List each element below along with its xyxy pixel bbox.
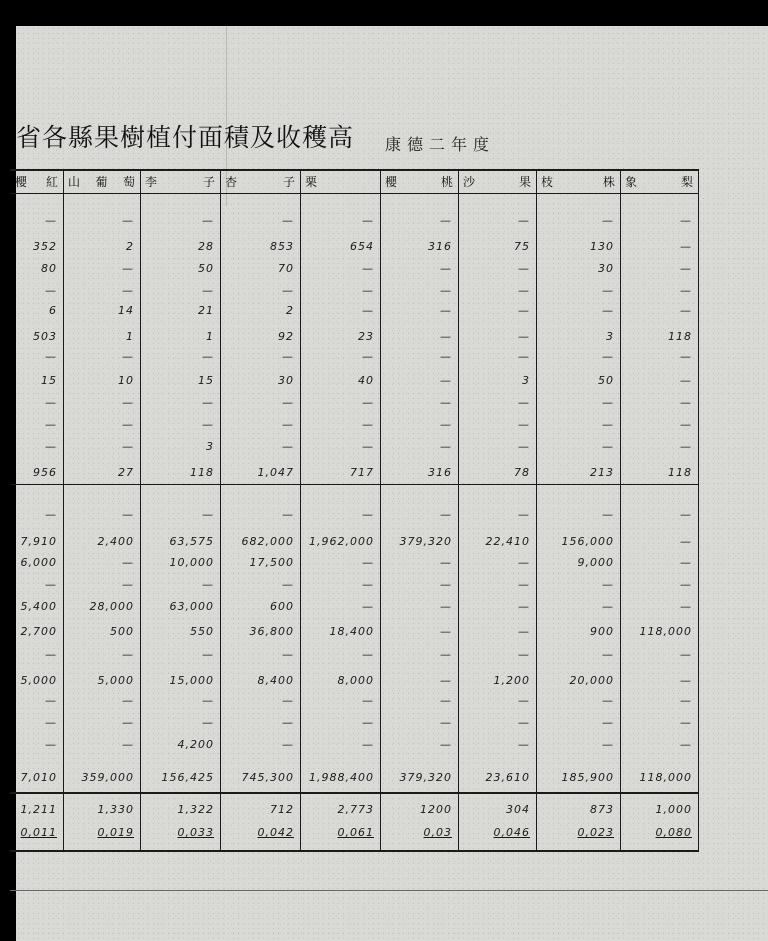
harvest-cell: — [680,694,692,707]
area-cell: — [202,418,214,431]
harvest-cell: 15,000 [169,674,214,687]
area-cell: 50 [598,374,614,387]
area-cell: — [680,214,692,227]
harvest-cell: — [282,716,294,729]
area-cell: 78 [514,466,530,479]
area-cell: 75 [514,240,530,253]
header-char: 杏 [225,175,238,189]
harvest-cell: — [680,716,692,729]
rate-cell: 0,042 [257,826,294,839]
area-cell: — [680,418,692,431]
harvest-cell: — [45,738,57,751]
harvest-cell: 8,400 [257,674,294,687]
column-rule [698,169,699,852]
harvest-cell: — [680,674,692,687]
harvest-cell: — [518,508,530,521]
area-cell: — [680,396,692,409]
column-header [145,173,215,190]
ratio-cell: 712 [270,803,294,816]
column-rule [220,169,221,852]
area-cell: — [362,214,374,227]
harvest-cell: 63,575 [169,535,214,548]
area-cell: 30 [598,262,614,275]
area-cell: — [518,304,530,317]
header-char: 象 [625,175,638,189]
column-header [15,173,58,190]
header-char: 櫻 [385,175,398,189]
area-cell: — [602,214,614,227]
area-cell: — [680,350,692,363]
area-cell: — [518,350,530,363]
area-cell: — [282,396,294,409]
harvest-cell: 379,320 [399,771,452,784]
area-cell: — [602,350,614,363]
harvest-cell: — [122,738,134,751]
area-cell: 21 [198,304,214,317]
header-char: 子 [202,175,215,189]
harvest-cell: — [680,738,692,751]
area-cell: 316 [428,240,452,253]
area-cell: 130 [590,240,614,253]
header-char: 梨 [680,175,693,189]
harvest-cell: — [202,578,214,591]
harvest-cell: 1,962,000 [309,535,374,548]
harvest-cell: — [45,694,57,707]
area-cell: 15 [41,374,57,387]
header-char: 櫻 [15,175,28,189]
area-cell: 654 [350,240,374,253]
rate-cell: 0,046 [493,826,530,839]
harvest-cell: — [518,625,530,638]
header-char: 枝 [541,175,554,189]
harvest-cell: 6,000 [20,556,57,569]
harvest-section-bottom-rule [10,792,698,794]
column-header [625,173,693,190]
area-cell: — [440,374,452,387]
column-rule [63,169,64,852]
area-cell: — [122,284,134,297]
rate-cell: 0,061 [337,826,374,839]
area-cell: — [602,440,614,453]
area-cell: — [518,284,530,297]
area-cell: 853 [270,240,294,253]
ratio-cell: 2,773 [337,803,374,816]
area-cell: 3 [606,330,614,343]
area-cell: — [440,350,452,363]
harvest-cell: 5,000 [97,674,134,687]
area-cell: 3 [522,374,530,387]
area-section-bottom-rule [10,484,698,485]
harvest-cell: — [680,535,692,548]
column-rule [300,169,301,852]
harvest-cell: — [440,578,452,591]
ratio-cell: 1,211 [20,803,57,816]
harvest-cell: 7,910 [20,535,57,548]
harvest-cell: — [440,716,452,729]
area-cell: — [518,330,530,343]
header-char: 果 [518,175,531,189]
harvest-cell: — [282,648,294,661]
harvest-cell: — [680,556,692,569]
harvest-cell: — [518,556,530,569]
area-cell: 1 [126,330,134,343]
area-cell: 80 [41,262,57,275]
harvest-cell: — [518,738,530,751]
area-cell: 23 [358,330,374,343]
harvest-cell: — [362,578,374,591]
rate-cell: 0,023 [577,826,614,839]
harvest-cell: — [440,508,452,521]
harvest-cell: 600 [270,600,294,613]
harvest-cell: — [440,738,452,751]
harvest-cell: — [602,578,614,591]
column-header [305,173,375,190]
area-cell: 1,047 [257,466,294,479]
area-cell: 717 [350,466,374,479]
area-cell: — [122,214,134,227]
harvest-cell: 7,010 [20,771,57,784]
rate-cell: 0,019 [97,826,134,839]
area-cell: — [440,262,452,275]
harvest-cell: 682,000 [241,535,294,548]
column-rule [536,169,537,852]
harvest-cell: 22,410 [485,535,530,548]
area-cell: — [202,396,214,409]
area-cell: — [680,440,692,453]
area-cell: — [362,304,374,317]
header-char: 桃 [440,175,453,189]
area-cell: 6 [49,304,57,317]
area-cell: 15 [198,374,214,387]
column-header [225,173,295,190]
area-cell: — [602,396,614,409]
harvest-cell: — [282,578,294,591]
harvest-cell: 20,000 [569,674,614,687]
area-cell: 118 [668,466,692,479]
column-header [463,173,531,190]
harvest-cell: 4,200 [177,738,214,751]
harvest-cell: 17,500 [249,556,294,569]
area-cell: 118 [190,466,214,479]
area-cell: — [122,418,134,431]
harvest-cell: 36,800 [249,625,294,638]
area-cell: — [202,214,214,227]
header-char: 葡 [95,175,108,189]
area-cell: — [680,262,692,275]
area-cell: 316 [428,466,452,479]
harvest-cell: — [282,694,294,707]
area-cell: — [282,440,294,453]
area-cell: 50 [198,262,214,275]
harvest-cell: — [680,648,692,661]
area-cell: — [282,418,294,431]
area-cell: — [440,214,452,227]
harvest-cell: — [202,694,214,707]
harvest-cell: — [122,578,134,591]
area-cell: — [440,304,452,317]
column-rule [140,169,141,852]
harvest-cell: — [518,694,530,707]
ratio-cell: 1200 [420,803,452,816]
harvest-cell: 745,300 [241,771,294,784]
harvest-cell: — [440,600,452,613]
harvest-cell: — [202,648,214,661]
area-cell: — [45,396,57,409]
harvest-cell: 156,000 [561,535,614,548]
document-title: 省各縣果樹植付面積及收穫高 [16,123,355,152]
harvest-cell: 900 [590,625,614,638]
harvest-cell: — [602,694,614,707]
harvest-cell: 185,900 [561,771,614,784]
area-cell: — [602,284,614,297]
harvest-cell: 63,000 [169,600,214,613]
harvest-cell: — [440,625,452,638]
header-bottom-rule [10,193,698,194]
area-cell: — [518,396,530,409]
harvest-cell: 500 [110,625,134,638]
column-header [385,173,453,190]
harvest-cell: — [362,648,374,661]
area-cell: 14 [118,304,134,317]
header-char: 紅 [45,175,58,189]
area-cell: — [45,418,57,431]
harvest-cell: — [440,694,452,707]
ratio-cell: 1,322 [177,803,214,816]
harvest-cell: — [202,716,214,729]
area-cell: — [518,418,530,431]
area-cell: 10 [118,374,134,387]
area-cell: — [602,418,614,431]
harvest-cell: 156,425 [161,771,214,784]
area-cell: — [680,374,692,387]
harvest-cell: — [680,600,692,613]
harvest-cell: 1,200 [493,674,530,687]
harvest-cell: — [122,648,134,661]
area-cell: — [45,440,57,453]
harvest-cell: 5,000 [20,674,57,687]
harvest-cell: — [440,674,452,687]
area-cell: — [45,350,57,363]
area-cell: — [45,284,57,297]
ratio-cell: 1,330 [97,803,134,816]
column-rule [620,169,621,852]
header-char: 萄 [122,175,135,189]
harvest-cell: — [362,556,374,569]
area-cell: — [202,350,214,363]
harvest-cell: 359,000 [81,771,134,784]
header-char: 李 [145,175,158,189]
harvest-cell: — [45,716,57,729]
area-cell: 352 [33,240,57,253]
harvest-cell: 5,400 [20,600,57,613]
area-cell: 503 [33,330,57,343]
harvest-cell: 379,320 [399,535,452,548]
area-cell: — [362,262,374,275]
harvest-cell: 118,000 [639,771,692,784]
harvest-cell: 10,000 [169,556,214,569]
harvest-cell: 550 [190,625,214,638]
area-cell: 70 [278,262,294,275]
area-cell: — [202,284,214,297]
harvest-cell: 1,988,400 [309,771,374,784]
harvest-cell: 2,400 [97,535,134,548]
area-cell: — [362,350,374,363]
harvest-cell: — [282,738,294,751]
header-char: 山 [68,175,81,189]
area-cell: 28 [198,240,214,253]
area-cell: 1 [206,330,214,343]
header-char: 子 [282,175,295,189]
harvest-cell: — [602,738,614,751]
harvest-cell: 118,000 [639,625,692,638]
harvest-cell: — [680,578,692,591]
area-cell: 30 [278,374,294,387]
rate-cell: 0,080 [655,826,692,839]
harvest-cell: — [518,716,530,729]
document-subtitle: 康德二年度 [385,135,496,154]
area-cell: — [680,240,692,253]
area-cell: — [440,396,452,409]
harvest-cell: — [122,508,134,521]
area-cell: — [602,304,614,317]
harvest-cell: 28,000 [89,600,134,613]
column-rule [458,169,459,852]
area-cell: — [362,440,374,453]
harvest-cell: 9,000 [577,556,614,569]
harvest-cell: — [122,694,134,707]
area-cell: — [440,418,452,431]
harvest-cell: — [202,508,214,521]
harvest-cell: — [282,508,294,521]
harvest-cell: — [45,578,57,591]
harvest-cell: — [440,556,452,569]
header-char: 沙 [463,175,476,189]
area-cell: 92 [278,330,294,343]
ratio-cell: 304 [506,803,530,816]
column-header [68,173,135,190]
harvest-cell: — [602,716,614,729]
harvest-cell: — [680,508,692,521]
page-footer-rule [10,890,768,891]
harvest-cell: — [602,600,614,613]
area-cell: 2 [286,304,294,317]
area-cell: — [45,214,57,227]
rate-cell: 0,011 [20,826,57,839]
area-cell: — [440,284,452,297]
area-cell: 956 [33,466,57,479]
harvest-cell: 23,610 [485,771,530,784]
area-cell: 2 [126,240,134,253]
harvest-cell: — [362,738,374,751]
harvest-cell: — [45,508,57,521]
area-cell: — [680,284,692,297]
area-cell: — [518,262,530,275]
area-cell: — [122,440,134,453]
area-cell: — [440,440,452,453]
area-cell: — [282,284,294,297]
harvest-cell: 2,700 [20,625,57,638]
area-cell: 27 [118,466,134,479]
area-cell: — [122,262,134,275]
area-cell: — [362,284,374,297]
area-cell: — [362,396,374,409]
harvest-cell: — [122,716,134,729]
area-cell: 118 [668,330,692,343]
area-cell: — [282,350,294,363]
harvest-cell: — [602,648,614,661]
area-cell: — [282,214,294,227]
ratio-cell: 873 [590,803,614,816]
rate-cell: 0,03 [423,826,452,839]
area-cell: — [680,304,692,317]
rate-cell: 0,033 [177,826,214,839]
harvest-cell: — [362,600,374,613]
harvest-cell: — [45,648,57,661]
harvest-cell: — [518,600,530,613]
area-cell: 3 [206,440,214,453]
harvest-cell: — [362,694,374,707]
table-top-rule [10,169,698,171]
harvest-cell: — [362,508,374,521]
area-cell: 213 [590,466,614,479]
area-cell: — [122,396,134,409]
area-cell: 40 [358,374,374,387]
area-cell: — [362,418,374,431]
header-char: 株 [602,175,615,189]
table-bottom-rule [10,850,698,852]
harvest-cell: 8,000 [337,674,374,687]
area-cell: — [518,440,530,453]
ratio-cell: 1,000 [655,803,692,816]
harvest-cell: 18,400 [329,625,374,638]
column-header [541,173,615,190]
harvest-cell: — [440,648,452,661]
harvest-cell: — [518,648,530,661]
harvest-cell: — [362,716,374,729]
area-cell: — [122,350,134,363]
header-char: 栗 [305,175,318,189]
area-cell: — [440,330,452,343]
harvest-cell: — [122,556,134,569]
column-rule [380,169,381,852]
area-cell: — [518,214,530,227]
harvest-cell: — [602,508,614,521]
harvest-cell: — [518,578,530,591]
